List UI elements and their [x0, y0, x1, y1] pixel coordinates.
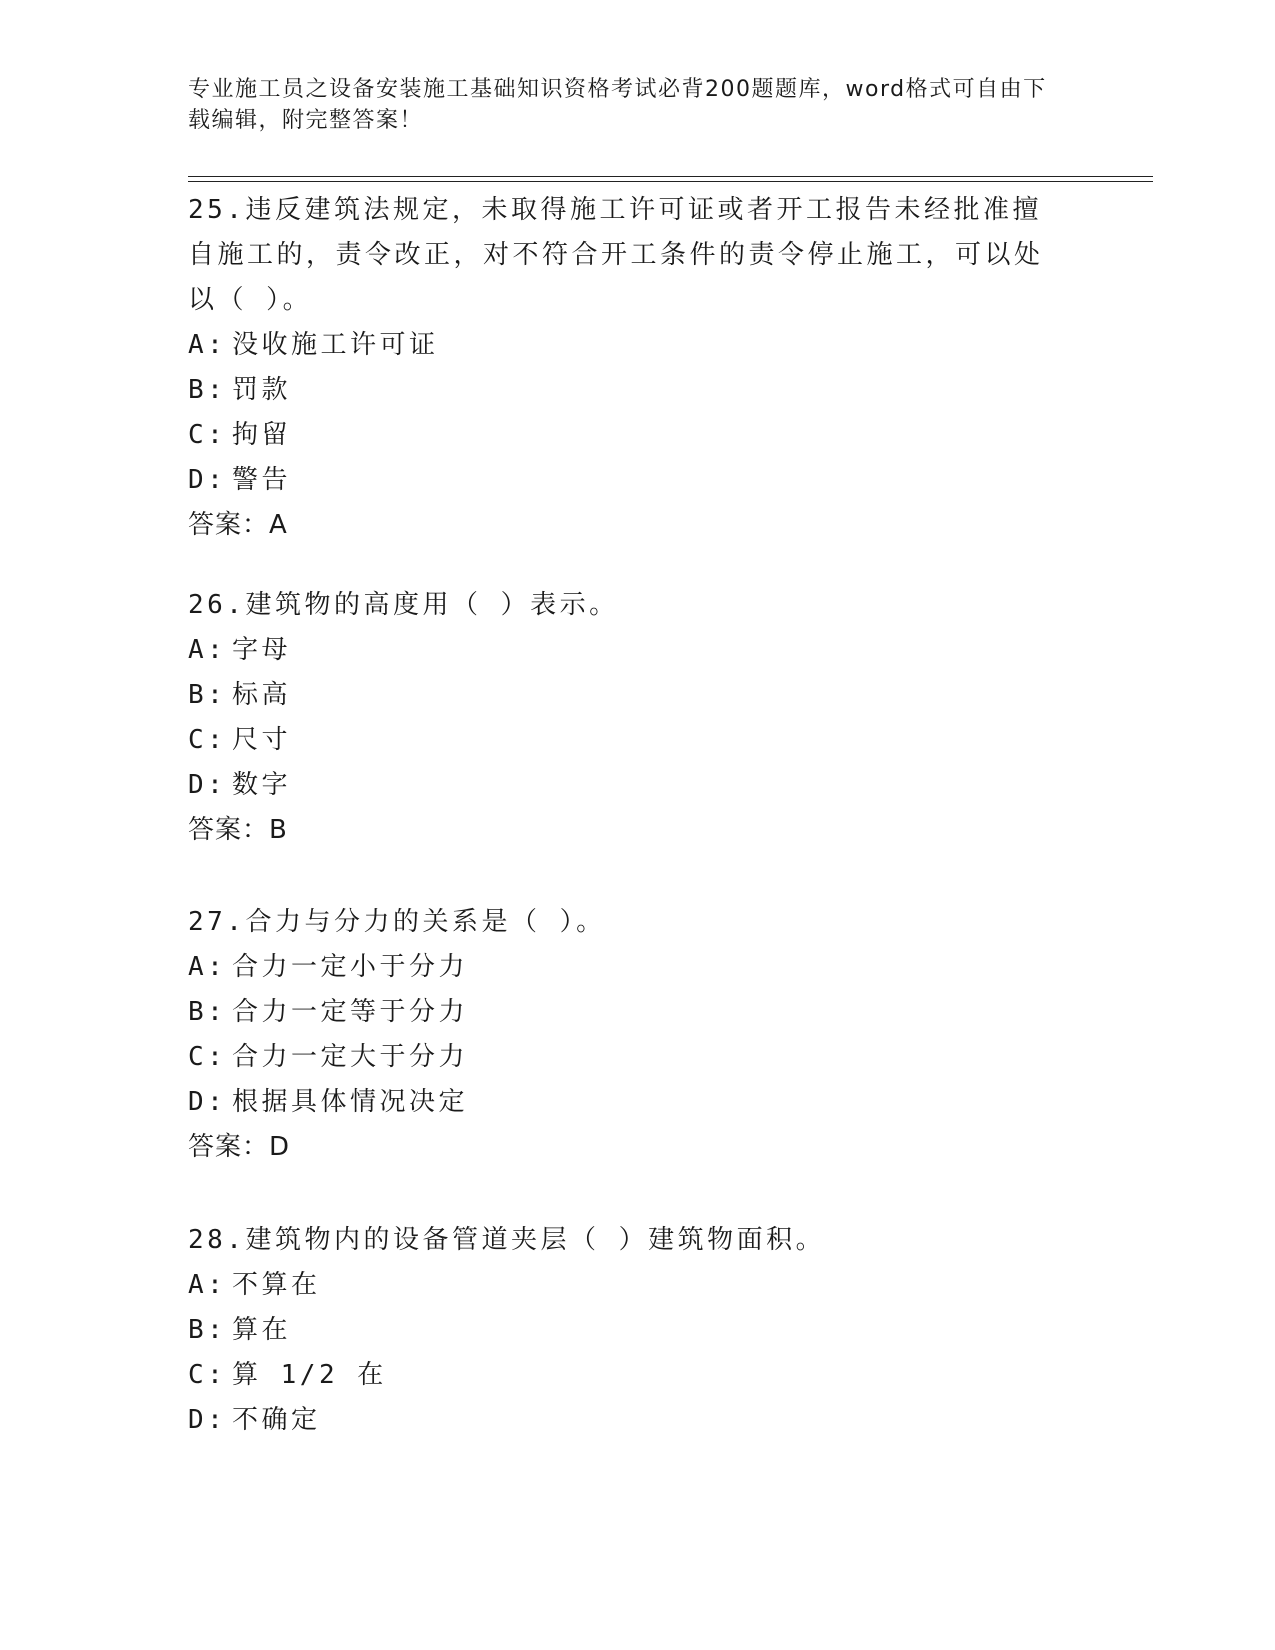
option-key: D:: [188, 1087, 227, 1117]
question-block: [188, 188, 1088, 548]
option-text: 算在: [232, 1315, 292, 1345]
option-c: [188, 413, 1088, 458]
option-key: D:: [188, 770, 227, 800]
option-text: 标高: [232, 680, 292, 710]
option-a: [188, 628, 1088, 673]
option-key: B:: [188, 997, 227, 1027]
option-key: A:: [188, 330, 227, 360]
option-text: 合力一定小于分力: [232, 952, 469, 982]
option-c: [188, 1353, 1088, 1398]
option-text: 数字: [232, 770, 292, 800]
option-key: C:: [188, 420, 227, 450]
option-a: [188, 1263, 1088, 1308]
option-b: [188, 673, 1088, 718]
option-text: 合力一定等于分力: [232, 997, 469, 1027]
option-b: [188, 1308, 1088, 1353]
option-key: A:: [188, 952, 227, 982]
option-b: [188, 368, 1088, 413]
option-key: A:: [188, 635, 227, 665]
option-a: [188, 945, 1088, 990]
option-key: C:: [188, 1042, 227, 1072]
question-stem: 28.建筑物内的设备管道夹层（ ）建筑物面积。: [188, 1225, 826, 1255]
answer-line: 答案：D: [188, 1132, 291, 1162]
question-block: [188, 583, 1088, 853]
document-title: 专业施工员之设备安装施工基础知识资格考试必背200题题库，word格式可自由下载编辑，附完整答案！: [188, 77, 1047, 133]
option-text: 没收施工许可证: [232, 330, 439, 360]
answer-line: 答案：A: [188, 510, 288, 540]
option-c: [188, 718, 1088, 763]
option-text: 拘留: [232, 420, 292, 450]
option-d: [188, 458, 1088, 503]
option-key: C:: [188, 725, 227, 755]
option-key: D:: [188, 465, 227, 495]
option-d: [188, 1080, 1088, 1125]
option-text: 合力一定大于分力: [232, 1042, 469, 1072]
option-text: 根据具体情况决定: [232, 1087, 469, 1117]
question-block: [188, 900, 1088, 1170]
header-divider-top: [188, 176, 1153, 177]
header-divider-bottom: [188, 181, 1153, 182]
answer-line: 答案：B: [188, 815, 288, 845]
option-text: 算 1/2 在: [232, 1360, 387, 1390]
option-key: B:: [188, 375, 227, 405]
option-b: [188, 990, 1088, 1035]
option-text: 警告: [232, 465, 292, 495]
question-block: [188, 1218, 1088, 1443]
option-d: [188, 763, 1088, 808]
option-text: 尺寸: [232, 725, 292, 755]
option-text: 不算在: [232, 1270, 321, 1300]
option-a: [188, 323, 1088, 368]
option-key: A:: [188, 1270, 227, 1300]
option-key: B:: [188, 1315, 227, 1345]
option-key: D:: [188, 1405, 227, 1435]
question-stem: 25.违反建筑法规定，未取得施工许可证或者开工报告未经批准擅自施工的，责令改正，对不符合开工条件的责令停止施工，可以处以（ ）。: [188, 195, 1044, 315]
option-d: [188, 1398, 1088, 1443]
option-text: 罚款: [232, 375, 292, 405]
option-key: B:: [188, 680, 227, 710]
option-c: [188, 1035, 1088, 1080]
question-stem: 26.建筑物的高度用（ ）表示。: [188, 590, 619, 620]
option-key: C:: [188, 1360, 227, 1390]
question-stem: 27.合力与分力的关系是（ ）。: [188, 907, 606, 937]
option-text: 不确定: [232, 1405, 321, 1435]
option-text: 字母: [232, 635, 292, 665]
